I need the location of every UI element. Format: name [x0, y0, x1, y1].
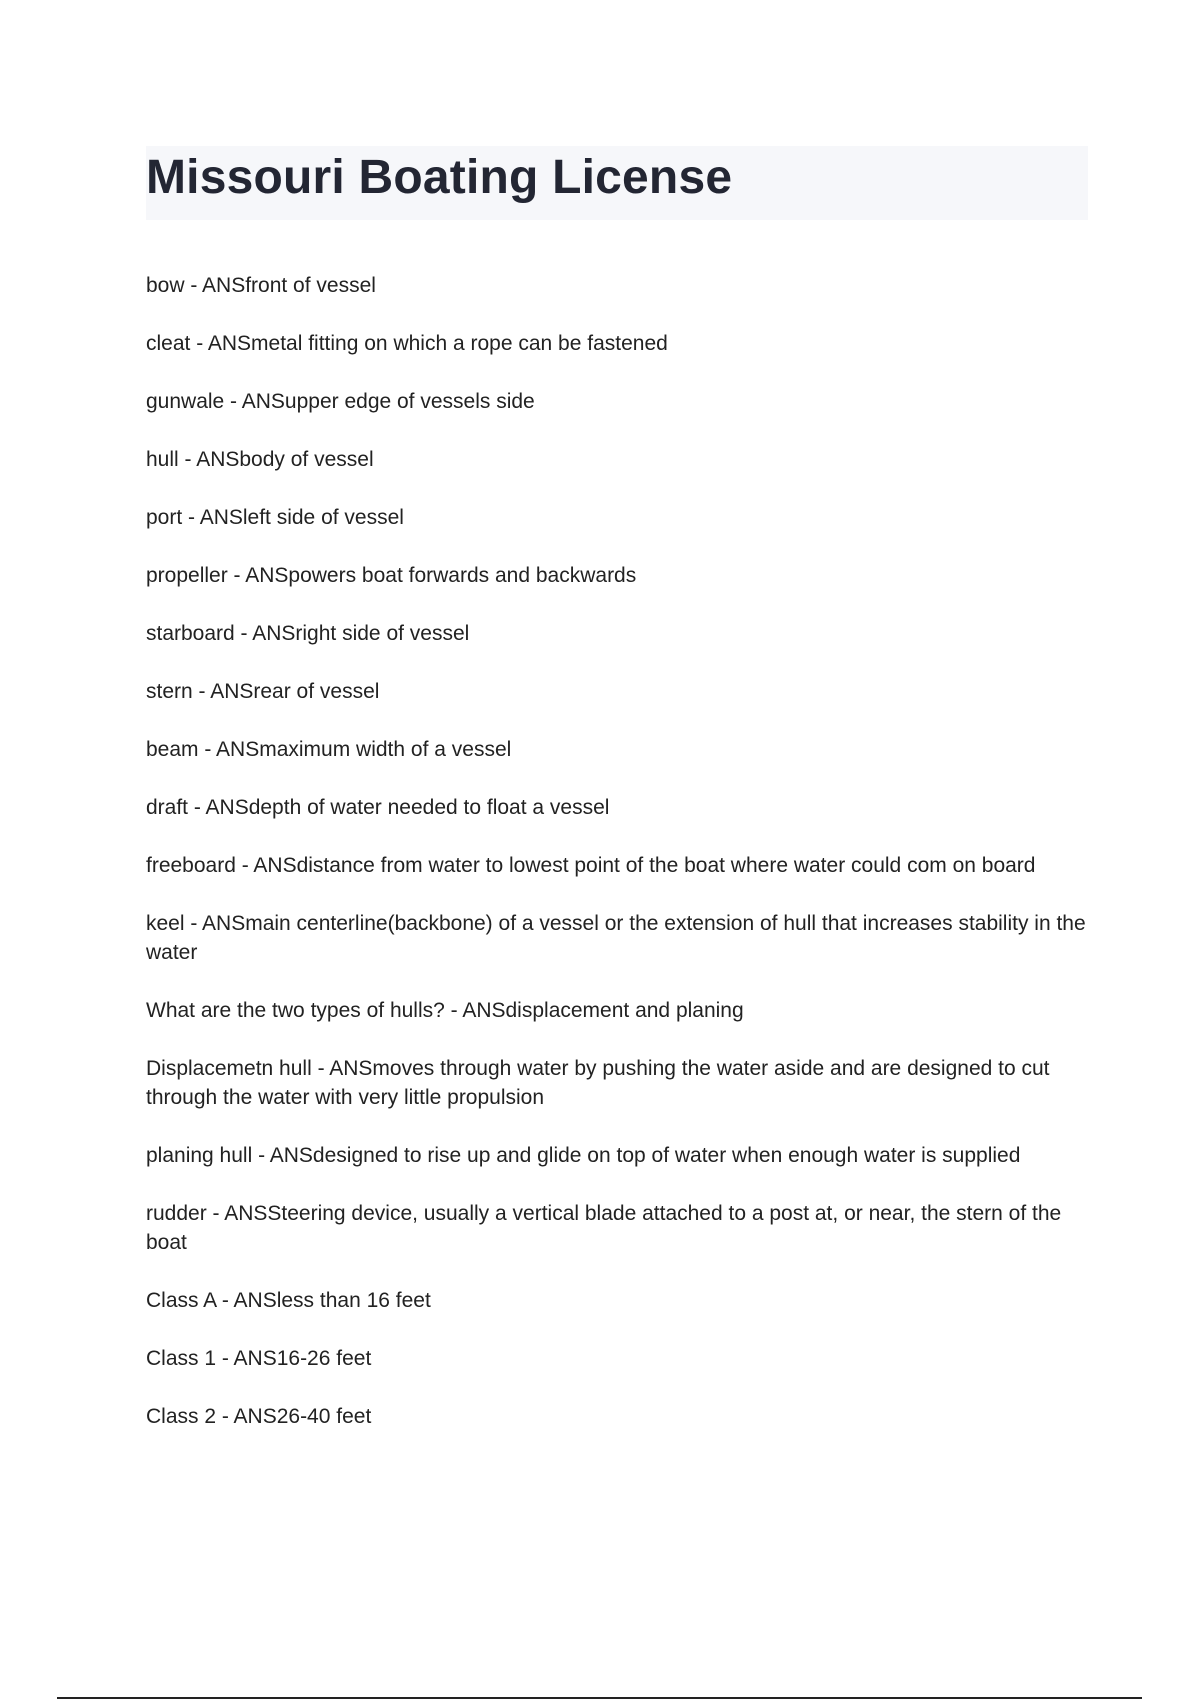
- flashcard-entry: beam - ANSmaximum width of a vessel: [146, 738, 512, 761]
- flashcard-entry: Class A - ANSless than 16 feet: [146, 1289, 431, 1312]
- footer-divider: [57, 1697, 1142, 1699]
- flashcard-entry: draft - ANSdepth of water needed to float a vessel: [146, 796, 610, 819]
- flashcard-entry: hull - ANSbody of vessel: [146, 448, 374, 471]
- flashcard-entry: Class 1 - ANS16-26 feet: [146, 1347, 372, 1370]
- page-title: Missouri Boating License: [146, 151, 733, 204]
- flashcard-list: [146, 271, 1096, 1460]
- flashcard-entry: gunwale - ANSupper edge of vessels side: [146, 390, 535, 413]
- flashcard-entry: stern - ANSrear of vessel: [146, 680, 380, 703]
- flashcard-entry: Displacemetn hull - ANSmoves through water by pushing the water aside and are designed to cut through the water with very little propulsion: [146, 1057, 1050, 1109]
- flashcard-entry: starboard - ANSright side of vessel: [146, 622, 470, 645]
- flashcard-entry: What are the two types of hulls? - ANSdisplacement and planing: [146, 999, 744, 1022]
- flashcard-entry: cleat - ANSmetal fitting on which a rope can be fastened: [146, 332, 668, 355]
- flashcard-entry: planing hull - ANSdesigned to rise up and glide on top of water when enough water is supplied: [146, 1144, 1021, 1167]
- flashcard-entry: freeboard - ANSdistance from water to lowest point of the boat where water could com on board: [146, 854, 1036, 877]
- flashcard-entry: propeller - ANSpowers boat forwards and backwards: [146, 564, 637, 587]
- flashcard-entry: keel - ANSmain centerline(backbone) of a vessel or the extension of hull that increases stability in the water: [146, 912, 1086, 964]
- flashcard-entry: Class 2 - ANS26-40 feet: [146, 1405, 372, 1428]
- flashcard-entry: port - ANSleft side of vessel: [146, 506, 404, 529]
- flashcard-entry: bow - ANSfront of vessel: [146, 274, 376, 297]
- flashcard-entry: rudder - ANSSteering device, usually a vertical blade attached to a post at, or near, the stern of the boat: [146, 1202, 1062, 1254]
- title-banner: [146, 146, 1088, 220]
